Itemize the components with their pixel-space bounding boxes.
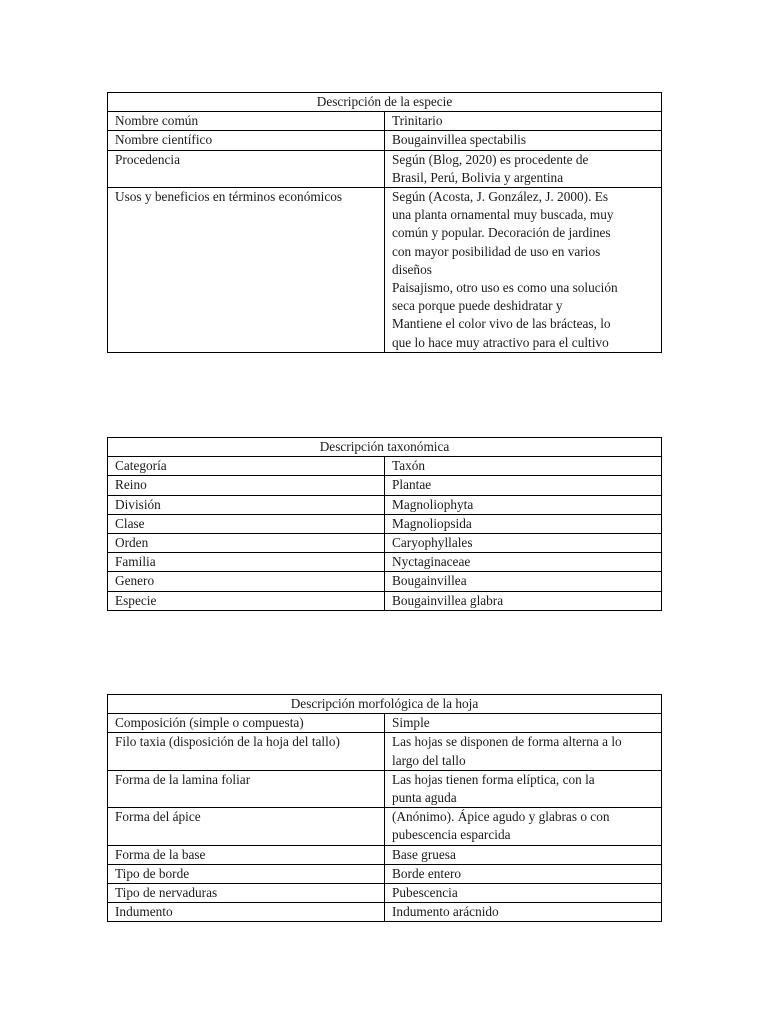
row-value: Bougainvillea glabra <box>385 591 662 610</box>
row-label: Especie <box>108 591 385 610</box>
table-row <box>108 714 662 733</box>
table-row <box>108 112 662 131</box>
table-row <box>108 903 662 922</box>
row-value: Bougainvillea spectabilis <box>385 131 662 150</box>
row-label: División <box>108 495 385 514</box>
leaf-morphology-table <box>107 694 662 922</box>
table-row <box>108 808 662 845</box>
table-row <box>108 845 662 864</box>
row-value: Las hojas tienen forma elíptica, con la punta aguda <box>385 770 662 807</box>
row-value: Magnoliophyta <box>385 495 662 514</box>
table-title-row <box>108 93 662 112</box>
row-value: Trinitario <box>385 112 662 131</box>
row-value: Bougainvillea <box>385 572 662 591</box>
row-label: Clase <box>108 514 385 533</box>
table-title-row <box>108 695 662 714</box>
row-value: (Anónimo). Ápice agudo y glabras o con pubescencia esparcida <box>385 808 662 845</box>
row-value: Plantae <box>385 476 662 495</box>
taxonomic-description-table <box>107 437 662 611</box>
row-value: Caryophyllales <box>385 534 662 553</box>
table-row <box>108 534 662 553</box>
row-value: Magnoliopsida <box>385 514 662 533</box>
row-label: Forma de la lamina foliar <box>108 770 385 807</box>
table-row <box>108 150 662 187</box>
table-row <box>108 572 662 591</box>
table-row <box>108 457 662 476</box>
table-row <box>108 591 662 610</box>
row-value: Taxón <box>385 457 662 476</box>
row-label: Tipo de nervaduras <box>108 884 385 903</box>
table-title-row <box>108 438 662 457</box>
table-row <box>108 188 662 353</box>
row-value: Nyctaginaceae <box>385 553 662 572</box>
row-label: Orden <box>108 534 385 553</box>
row-value: Según (Blog, 2020) es procedente de Brasil, Perú, Bolivia y argentina <box>385 150 662 187</box>
row-label: Forma de la base <box>108 845 385 864</box>
table-title: Descripción de la especie <box>108 93 662 112</box>
row-label: Nombre común <box>108 112 385 131</box>
table-row <box>108 864 662 883</box>
row-value: Las hojas se disponen de forma alterna a lo largo del tallo <box>385 733 662 770</box>
row-label: Indumento <box>108 903 385 922</box>
row-value: Según (Acosta, J. González, J. 2000). Es una planta ornamental muy buscada, muy común y popular. Decoración de jardines con mayor posibilidad de uso en varios diseños Paisajismo, otro uso es como una solución seca porque puede deshidratar y Mantiene el color vivo de las brácteas, lo que lo hace muy atractivo para el cultivo <box>385 188 662 353</box>
row-label: Familia <box>108 553 385 572</box>
table-row <box>108 884 662 903</box>
row-label: Procedencia <box>108 150 385 187</box>
row-label: Tipo de borde <box>108 864 385 883</box>
row-value: Base gruesa <box>385 845 662 864</box>
row-value: Pubescencia <box>385 884 662 903</box>
table-row <box>108 553 662 572</box>
row-value: Simple <box>385 714 662 733</box>
row-label: Categoría <box>108 457 385 476</box>
table-row <box>108 770 662 807</box>
row-label: Forma del ápice <box>108 808 385 845</box>
table-row <box>108 495 662 514</box>
row-label: Nombre científico <box>108 131 385 150</box>
row-label: Filo taxia (disposición de la hoja del tallo) <box>108 733 385 770</box>
row-value: Indumento arácnido <box>385 903 662 922</box>
row-value: Borde entero <box>385 864 662 883</box>
table-title: Descripción taxonómica <box>108 438 662 457</box>
table-title: Descripción morfológica de la hoja <box>108 695 662 714</box>
table-row <box>108 476 662 495</box>
table-row <box>108 131 662 150</box>
row-label: Reino <box>108 476 385 495</box>
species-description-table <box>107 92 662 353</box>
row-label: Usos y beneficios en términos económicos <box>108 188 385 353</box>
table-row <box>108 514 662 533</box>
row-label: Genero <box>108 572 385 591</box>
table-row <box>108 733 662 770</box>
row-label: Composición (simple o compuesta) <box>108 714 385 733</box>
